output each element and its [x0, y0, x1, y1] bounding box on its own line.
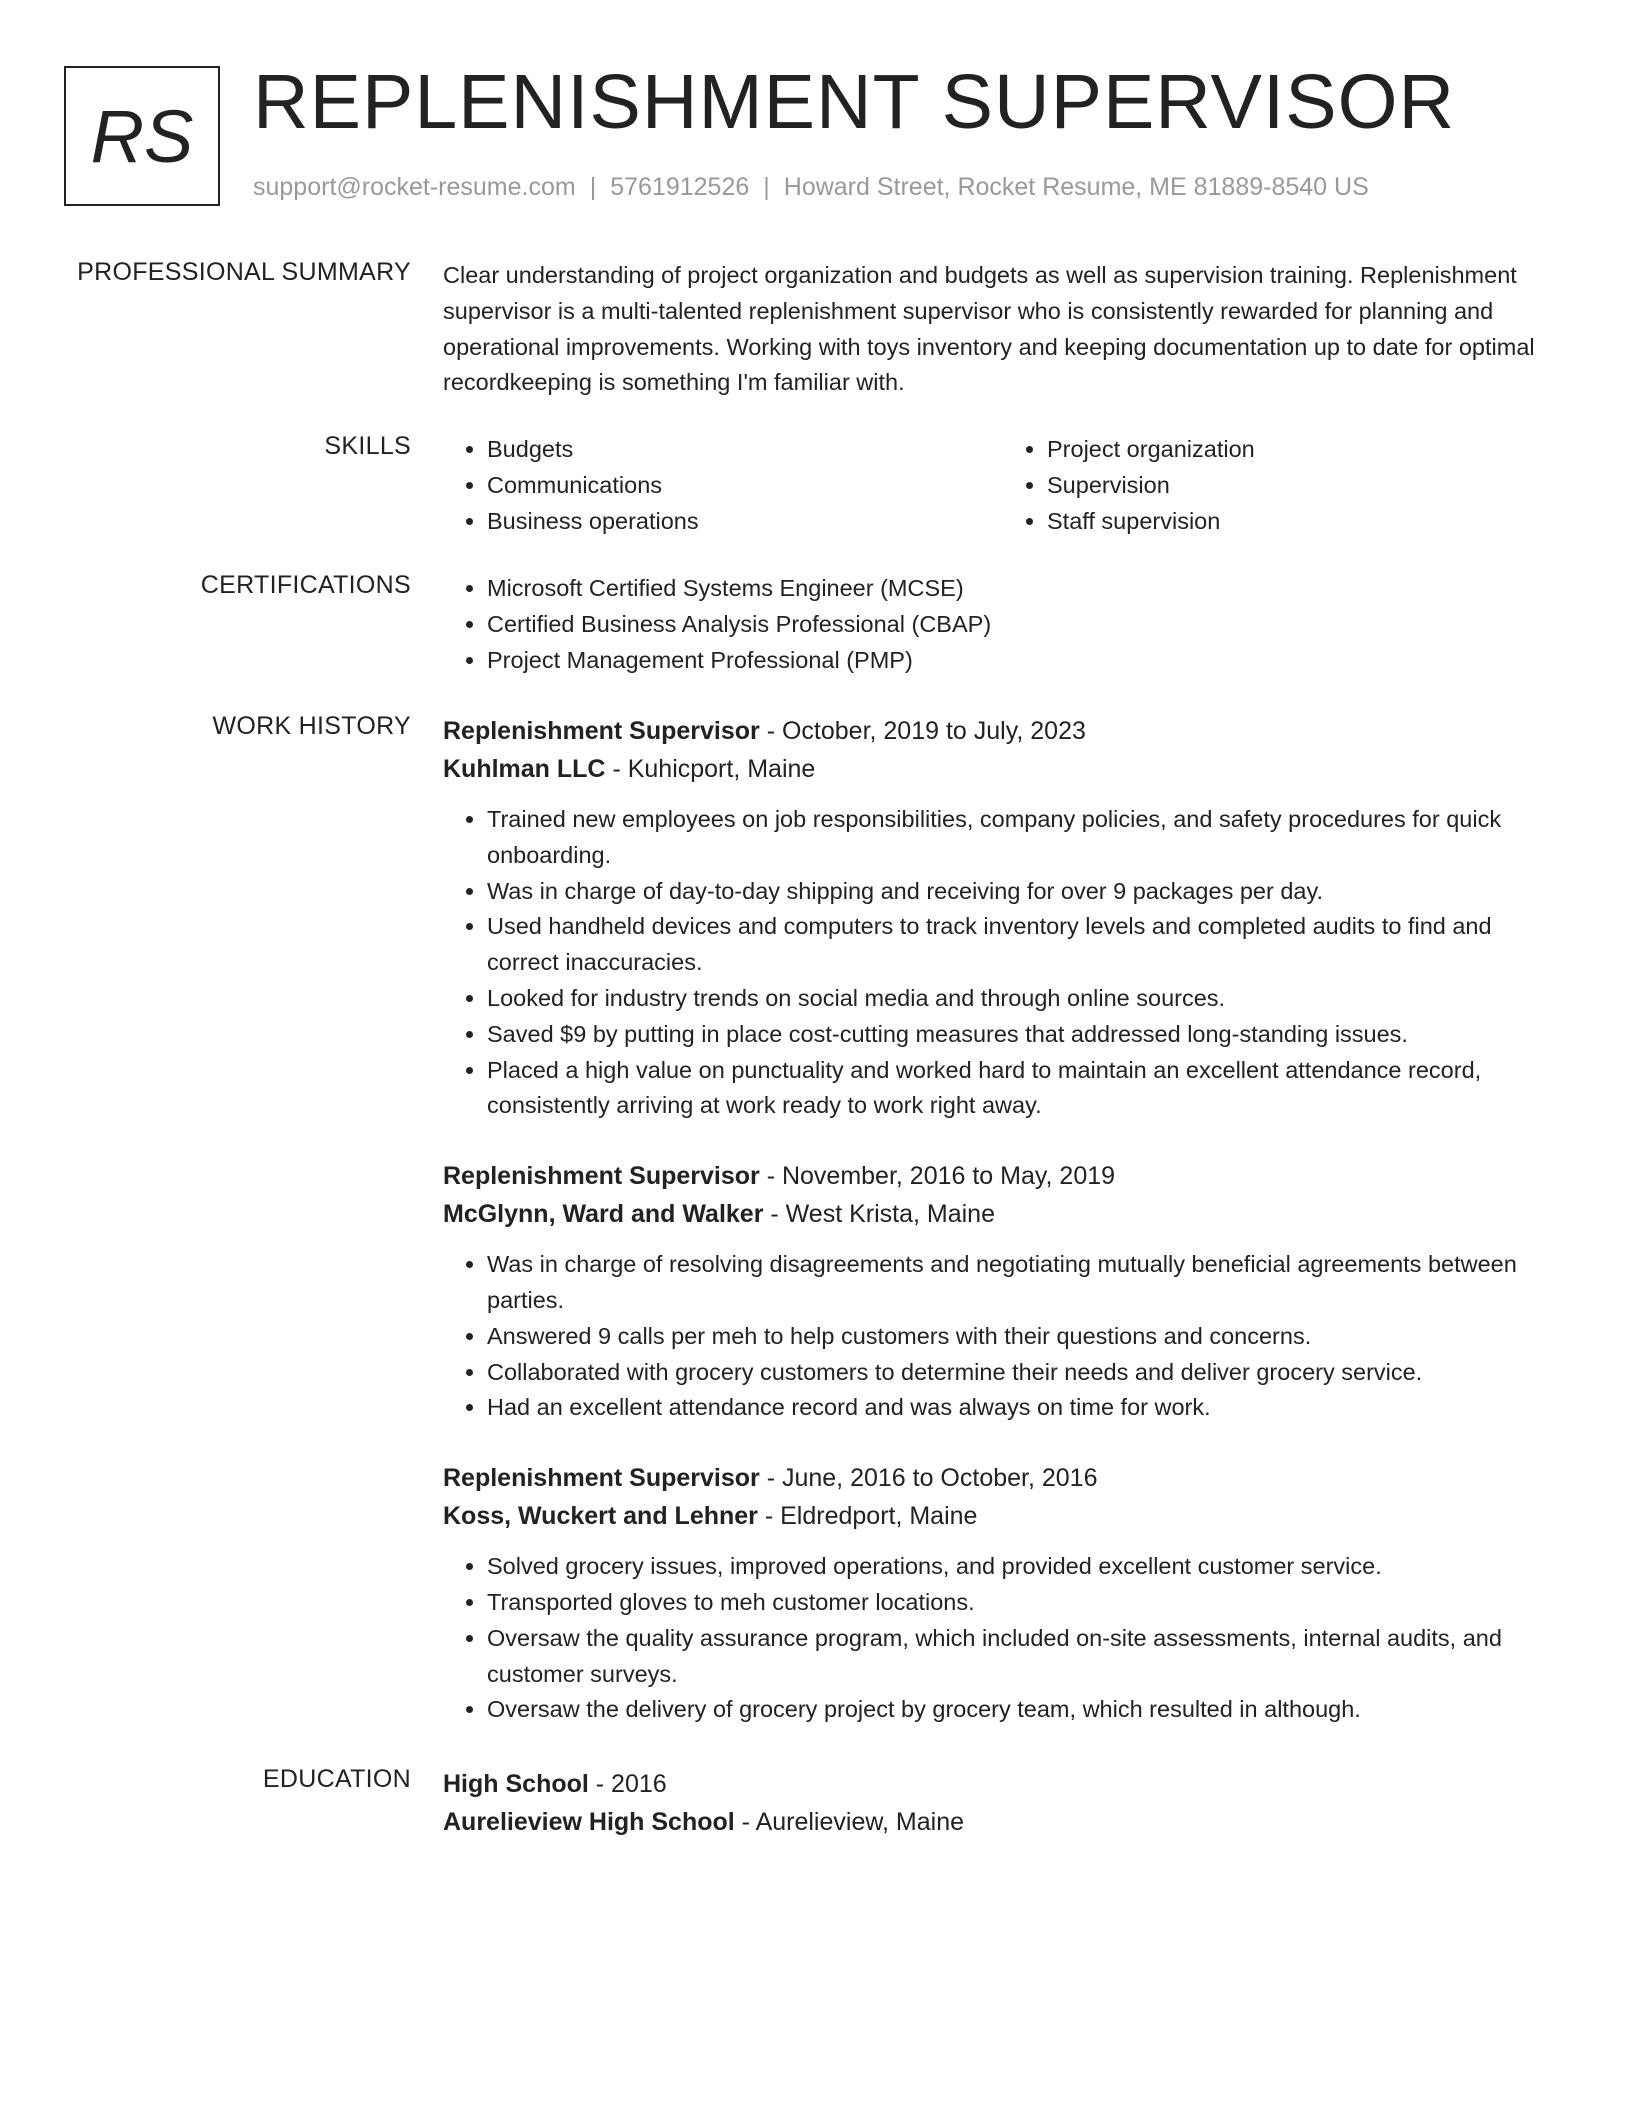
certification-item: • Project Management Professional (PMP): [487, 643, 1563, 679]
skill-item: • Budgets: [487, 432, 1003, 468]
skill-item: • Communications: [487, 468, 1003, 504]
section-label-skills: SKILLS: [324, 432, 411, 460]
education-year: - 2016: [588, 1770, 667, 1798]
skills-list-left: [443, 432, 1003, 539]
certification-item: • Certified Business Analysis Professional (CBAP): [487, 607, 1563, 643]
certifications-content: [443, 571, 1563, 678]
job-company-line: [443, 750, 1563, 788]
summary-content: [443, 258, 1563, 401]
job-dates: - November, 2016 to May, 2019: [759, 1162, 1116, 1191]
job-bullet: • Oversaw the quality assurance program, which included on-site assessments, internal audits, and customer surveys.: [487, 1621, 1563, 1693]
job-dates: - June, 2016 to October, 2016: [759, 1464, 1098, 1493]
contact-address: Howard Street, Rocket Resume, ME 81889-8540 US: [783, 173, 1369, 201]
job-bullet: • Was in charge of resolving disagreements and negotiating mutually beneficial agreements between parties.: [487, 1247, 1563, 1319]
monogram-badge: [64, 66, 220, 206]
resume-title: REPLENISHMENT SUPERVISOR: [253, 59, 1456, 145]
section-label-summary: PROFESSIONAL SUMMARY: [77, 258, 411, 286]
job-location: - Kuhicport, Maine: [605, 755, 816, 783]
contact-email: support@rocket-resume.com: [253, 173, 576, 201]
summary-text: Clear understanding of project organization and budgets as well as supervision training. Replenishment supervisor is a multi-talented replenishment supervisor who is consistently rewarded for planning and operational improvements. Working with toys inventory and keeping documentation up to date for optimal recordkeeping is something I'm familiar with.: [443, 262, 1535, 396]
skill-item: • Project organization: [1047, 432, 1563, 468]
job-bullet: • Placed a high value on punctuality and worked hard to maintain an excellent attendance record, consistently arriving at work ready to work right away.: [487, 1053, 1563, 1125]
skills-content: [443, 432, 1563, 539]
education-degree-line: [443, 1765, 1563, 1803]
job-bullets: [443, 1549, 1563, 1728]
job-title: Replenishment Supervisor: [443, 1162, 760, 1191]
certification-item: • Microsoft Certified Systems Engineer (MCSE): [487, 571, 1563, 607]
job-company: Koss, Wuckert and Lehner: [443, 1502, 758, 1531]
job-entry: [443, 1157, 1563, 1426]
job-bullet: • Collaborated with grocery customers to determine their needs and deliver grocery service.: [487, 1355, 1563, 1391]
skill-item: • Supervision: [1047, 468, 1563, 504]
contact-phone: 5761912526: [610, 173, 750, 201]
education-school-line: [443, 1803, 1563, 1841]
job-bullet: • Saved $9 by putting in place cost-cutting measures that addressed long-standing issues.: [487, 1017, 1563, 1053]
section-label-education: EDUCATION: [262, 1765, 411, 1793]
job-title-line: [443, 1157, 1563, 1195]
job-bullet: • Trained new employees on job responsibilities, company policies, and safety procedures for quick onboarding.: [487, 802, 1563, 874]
job-bullet: • Looked for industry trends on social media and through online sources.: [487, 981, 1563, 1017]
skills-list-right: [1003, 432, 1563, 539]
education-degree: High School: [443, 1770, 589, 1798]
work-history-content: [443, 712, 1563, 1761]
section-label-certifications: CERTIFICATIONS: [200, 571, 411, 599]
job-bullet: • Solved grocery issues, improved operations, and provided excellent customer service.: [487, 1549, 1563, 1585]
certifications-list: [443, 571, 1563, 678]
job-bullet: • Oversaw the delivery of grocery project by grocery team, which resulted in although.: [487, 1692, 1563, 1728]
education-content: [443, 1765, 1563, 1841]
job-bullets: [443, 802, 1563, 1124]
job-location: - Eldredport, Maine: [757, 1502, 978, 1531]
education-school: Aurelieview High School: [443, 1808, 735, 1836]
job-title-line: [443, 1459, 1563, 1497]
job-entry: [443, 1459, 1563, 1728]
job-title-line: [443, 712, 1563, 750]
job-bullet: • Was in charge of day-to-day shipping and receiving for over 9 packages per day.: [487, 874, 1563, 910]
job-title: Replenishment Supervisor: [443, 717, 760, 745]
job-entry: [443, 712, 1563, 1124]
job-company: McGlynn, Ward and Walker: [443, 1200, 764, 1229]
job-location: - West Krista, Maine: [763, 1200, 995, 1229]
job-company-line: [443, 1195, 1563, 1233]
job-bullet: • Answered 9 calls per meh to help customers with their questions and concerns.: [487, 1319, 1563, 1355]
job-bullet: • Had an excellent attendance record and was always on time for work.: [487, 1390, 1563, 1426]
education-location: - Aurelieview, Maine: [734, 1808, 965, 1836]
job-bullets: [443, 1247, 1563, 1426]
section-label-work-history: WORK HISTORY: [212, 712, 411, 740]
job-title: Replenishment Supervisor: [443, 1464, 760, 1493]
contact-separator: |: [589, 173, 597, 201]
job-company: Kuhlman LLC: [443, 755, 606, 783]
skill-item: • Business operations: [487, 504, 1003, 540]
job-bullet: • Used handheld devices and computers to track inventory levels and completed audits to find and correct inaccuracies.: [487, 909, 1563, 981]
skill-item: • Staff supervision: [1047, 504, 1563, 540]
job-bullet: • Transported gloves to meh customer locations.: [487, 1585, 1563, 1621]
contact-separator: |: [763, 173, 770, 201]
job-company-line: [443, 1497, 1563, 1535]
contact-line: [253, 173, 1369, 202]
monogram-initials: RS: [90, 94, 194, 178]
job-dates: - October, 2019 to July, 2023: [759, 717, 1086, 745]
